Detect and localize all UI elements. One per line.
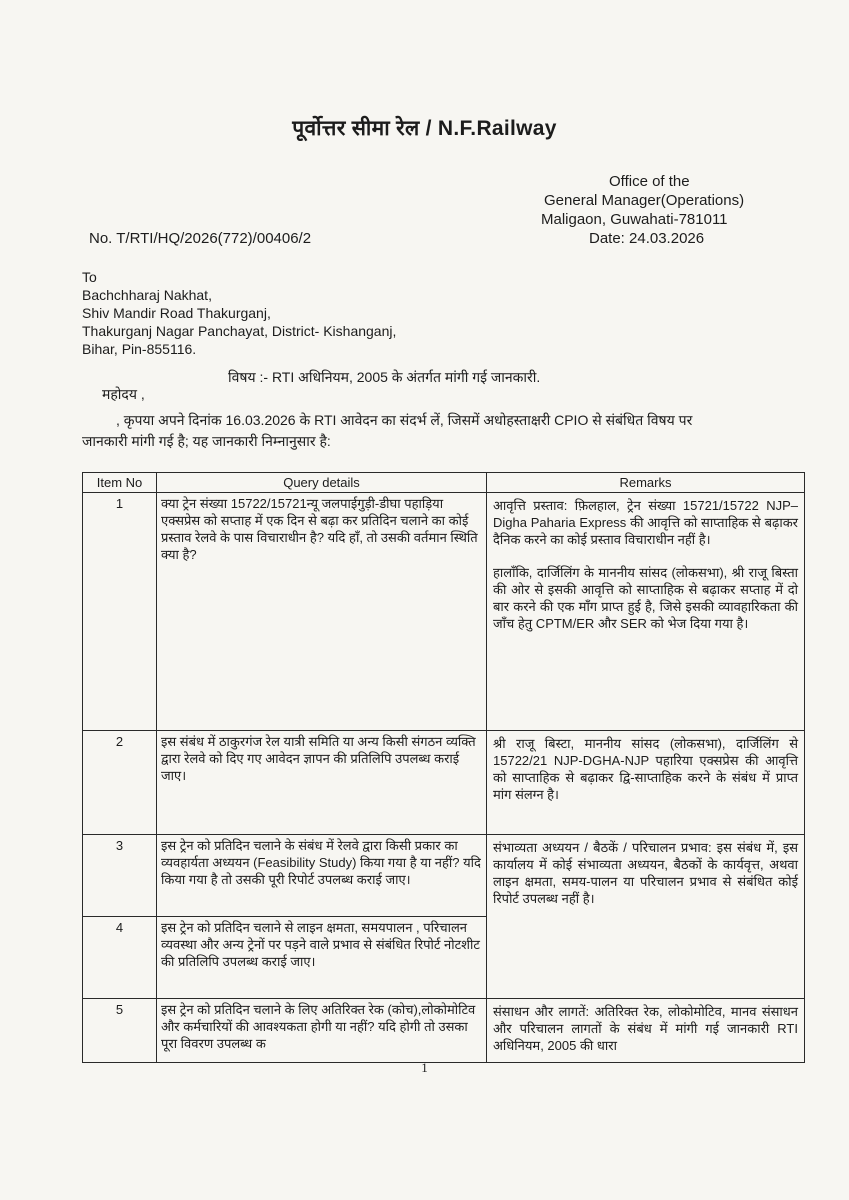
letterhead-title: पूर्वोत्तर सीमा रेल / N.F.Railway [292,117,557,140]
reference-number: No. T/RTI/HQ/2026(772)/00406/2 [89,230,312,247]
recipient-address [82,268,396,358]
table-row [83,835,805,917]
item-number: 4 [83,917,157,999]
office-line: General Manager(Operations) [544,192,745,209]
address-line: To [82,269,97,285]
office-address-block [541,172,744,248]
page-number: 1 [421,1060,428,1075]
remarks-text: संसाधन और लागतें: अतिरिक्त रेक, लोकोमोटिव, मानव संसाधन और परिचालन लागतों के संबंध में मांगी गई जानकारी RTI अधिनियम, 2005 की धारा [493,1004,798,1053]
item-number: 5 [83,999,157,1063]
intro-line: जानकारी मांगी गई है; यह जानकारी निम्नानुसार है: [82,433,331,449]
table-row [83,999,805,1063]
remarks-text: श्री राजू बिस्टा, माननीय सांसद (लोकसभा), दार्जिलिंग से 15722/21 NJP-DGHA-NJP पहारिया एक्सप्रेस की आवृत्ति को साप्ताहिक से बढ़ाकर द्वि-साप्ताहिक करने के संबंध में प्राप्त मांग संलग्न है। [493,736,798,802]
remarks-text: आवृत्ति प्रस्ताव: फ़िलहाल, ट्रेन संख्या 15721/15722 NJP–Digha Paharia Express की आवृत्ति को साप्ताहिक से बढ़ाकर दैनिक करने का कोई प्रस्ताव विचाराधीन नहीं है। [493,498,798,547]
remarks-text: हालाँकि, दार्जिलिंग के माननीय सांसद (लोकसभा), श्री राजू बिस्ता की ओर से इसकी आवृत्ति को साप्ताहिक से बढ़ाकर सप्ताह में दो बार करने की एक माँग प्राप्त हुई है, जिसे इसकी व्यावहारिकता की जाँच हेतु CPTM/ER और SER को भेज दिया गया है। [493,565,798,631]
office-line: Maligaon, Guwahati-781011 [541,211,728,228]
remarks-cell [487,493,805,731]
item-number: 1 [83,493,157,731]
query-text: क्या ट्रेन संख्या 15722/15721न्यू जलपाईगुड़ी-डीघा पहाड़िया एक्सप्रेस को सप्ताह में एक दिन से बढ़ा कर प्रतिदिन चलाने का कोई प्रस्ताव रेलवे के पास विचाराधीन है? यदि हाँ, तो उसकी वर्तमान स्थिति क्या है? [157,493,487,731]
column-header-query: Query details [157,473,487,493]
query-text: इस ट्रेन को प्रतिदिन चलाने के लिए अतिरिक्त रेक (कोच),लोकोमोटिव और कर्मचारियों की आवश्यकता होगी या नहीं? यदि होगी तो उसका पूरा विवरण उपलब्ध क [157,999,487,1063]
query-text: इस संबंध में ठाकुरगंज रेल यात्री समिति या अन्य किसी संगठन व्यक्ति द्वारा रेलवे को दिए गए आवेदन ज्ञापन की प्रतिलिपि उपलब्ध कराई जाए। [157,731,487,835]
table-row [83,493,805,731]
salutation: महोदय , [102,386,145,402]
rti-response-table [82,472,805,1063]
column-header-item-no: Item No [83,473,157,493]
subject-line: विषय :- RTI अधिनियम, 2005 के अंतर्गत मांगी गई जानकारी. [228,369,541,385]
intro-paragraph [82,410,802,452]
remarks-text: संभाव्यता अध्ययन / बैठकें / परिचालन प्रभाव: इस संबंध में, इस कार्यालय में कोई संभाव्यता अध्ययन, बैठकों के कार्यवृत्त, अथवा लाइन क्षमता, समय-पालन या परिचालन प्रभाव से संबंधित कोई रिपोर्ट उपलब्ध नहीं है। [493,840,798,906]
column-header-remarks: Remarks [487,473,805,493]
remarks-cell [487,999,805,1063]
table-header-row [83,473,805,493]
address-line: Bihar, Pin-855116. [82,341,197,357]
item-number: 2 [83,731,157,835]
remarks-cell [487,835,805,999]
address-line: Bachchharaj Nakhat, [82,287,212,303]
table-row [83,731,805,835]
letter-date: Date: 24.03.2026 [589,230,705,247]
intro-line: , कृपया अपने दिनांक 16.03.2026 के RTI आवेदन का संदर्भ लें, जिसमें अधोहस्ताक्षरी CPIO से संबंधित विषय पर [116,412,693,428]
address-line: Thakurganj Nagar Panchayat, District- Kishanganj, [82,323,397,339]
query-text: इस ट्रेन को प्रतिदिन चलाने के संबंध में रेलवे द्वारा किसी प्रकार का व्यवहार्यता अध्ययन (Feasibility Study) किया गया है या नहीं? यदि किया गया है तो उसकी पूरी रिपोर्ट उपलब्ध कराई जाए। [157,835,487,917]
office-line: Office of the [609,173,690,190]
address-line: Shiv Mandir Road Thakurganj, [82,305,271,321]
query-text: इस ट्रेन को प्रतिदिन चलाने से लाइन क्षमता, समयपालन , परिचालन व्यवस्था और अन्य ट्रेनों पर पड़ने वाले प्रभाव से संबंधित रिपोर्ट नोटशीट की प्रतिलिपि उपलब्ध कराई जाए। [157,917,487,999]
remarks-cell [487,731,805,835]
item-number: 3 [83,835,157,917]
